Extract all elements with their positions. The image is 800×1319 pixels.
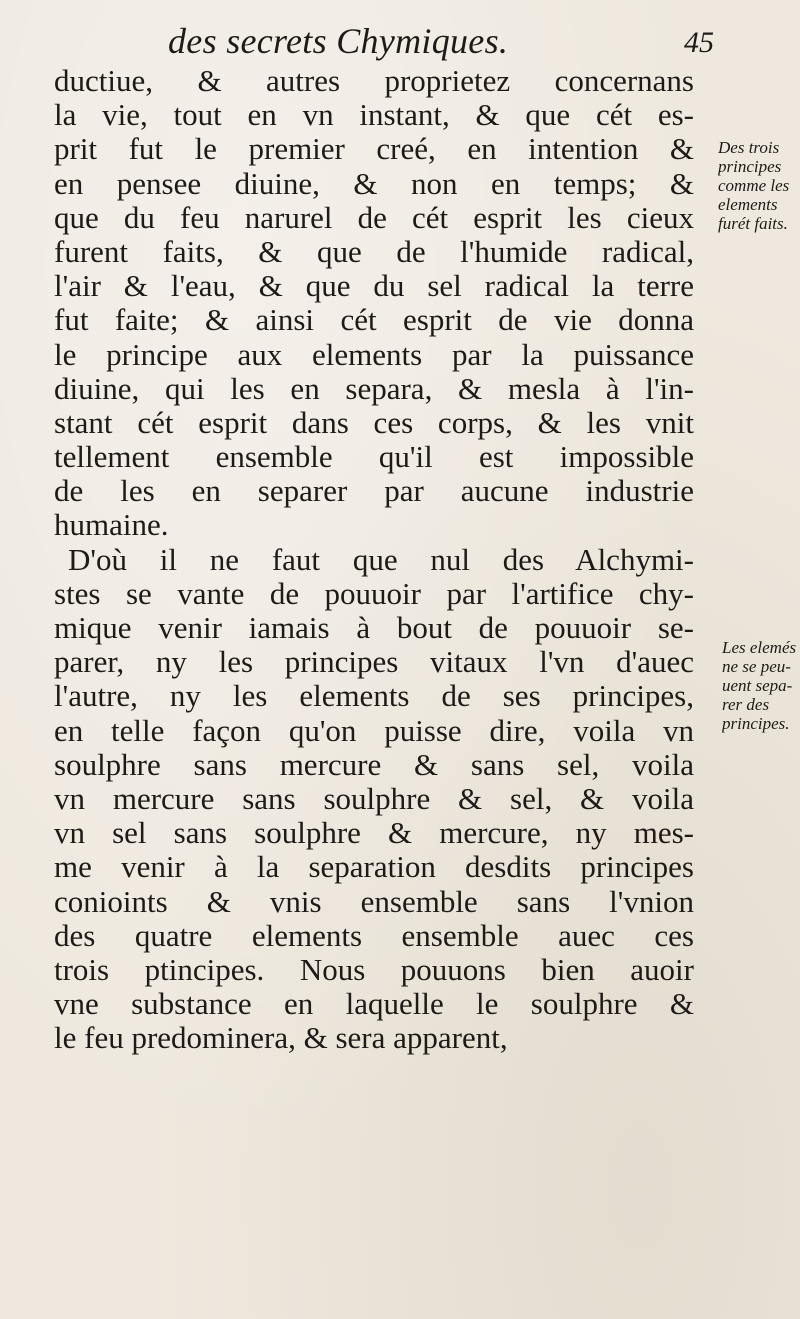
- text-line: soulphre sans mercure & sans sel, voila: [54, 747, 694, 782]
- page-number: 45: [684, 26, 714, 59]
- text-line: mique venir iamais à bout de pouuoir se-: [54, 611, 694, 645]
- margin-note-line: comme les: [718, 176, 790, 195]
- text-line: tellement ensemble qu'il est impossible: [54, 440, 694, 475]
- text-line: furent faits, & que de l'humide radical,: [54, 234, 694, 269]
- text-line: humaine.: [54, 508, 169, 543]
- margin-note-line: Les elemés: [722, 638, 797, 657]
- text-line: fut faite; & ainsi cét esprit de vie donna: [54, 303, 694, 338]
- text-line: des quatre elements ensemble auec ces: [54, 918, 694, 953]
- text-line: vn mercure sans soulphre & sel, & voila: [54, 781, 694, 816]
- text-line: stes se vante de pouuoir par l'artifice chy-: [54, 576, 694, 611]
- margin-note-line: furét faits.: [718, 214, 788, 233]
- text-line: trois ptincipes. Nous pouuons bien auoir: [54, 952, 694, 987]
- text-line: le principe aux elements par la puissance: [54, 337, 694, 372]
- text-line: la vie, tout en vn instant, & que cét es-: [54, 98, 694, 133]
- text-line: le feu predominera, & sera apparent,: [54, 1021, 508, 1056]
- text-line: parer, ny les principes vitaux l'vn d'auec: [54, 645, 694, 680]
- running-head: des secrets Chymiques.: [168, 21, 509, 61]
- margin-note-line: ne se peu-: [722, 657, 791, 676]
- text-line: me venir à la separation desdits principes: [54, 850, 694, 885]
- text-line: prit fut le premier creé, en intention &: [54, 132, 694, 167]
- page-header: [0, 14, 800, 68]
- text-line: de les en separer par aucune industrie: [54, 474, 694, 509]
- text-line: que du feu narurel de cét esprit les cieux: [54, 200, 694, 235]
- margin-note-elements: [722, 638, 800, 733]
- margin-note-trois-principes: [718, 138, 798, 233]
- text-line: ductiue, & autres proprietez concernans: [54, 64, 694, 98]
- text-line: vne substance en laquelle le soulphre &: [54, 987, 694, 1022]
- margin-note-line: elements: [718, 195, 778, 214]
- text-line: l'air & l'eau, & que du sel radical la terre: [54, 269, 694, 304]
- text-line: en telle façon qu'on puisse dire, voila vn: [54, 713, 694, 748]
- text-line: en pensee diuine, & non en temps; &: [54, 166, 694, 201]
- text-line: D'où il ne faut que nul des Alchymi-: [68, 542, 694, 577]
- body-text: [54, 64, 694, 1055]
- margin-note-line: principes: [718, 157, 782, 176]
- margin-note-line: Des trois: [718, 138, 780, 157]
- text-line: l'autre, ny les elements de ses principes,: [54, 679, 694, 714]
- margin-note-line: uent sepa-: [722, 676, 793, 695]
- text-line: stant cét esprit dans ces corps, & les vnit: [54, 405, 694, 440]
- text-line: diuine, qui les en separa, & mesla à l'in-: [54, 371, 694, 406]
- margin-note-line: rer des: [722, 695, 770, 714]
- text-line: vn sel sans soulphre & mercure, ny mes-: [54, 816, 694, 851]
- text-line: conioints & vnis ensemble sans l'vnion: [54, 884, 694, 919]
- margin-note-line: principes.: [722, 714, 790, 733]
